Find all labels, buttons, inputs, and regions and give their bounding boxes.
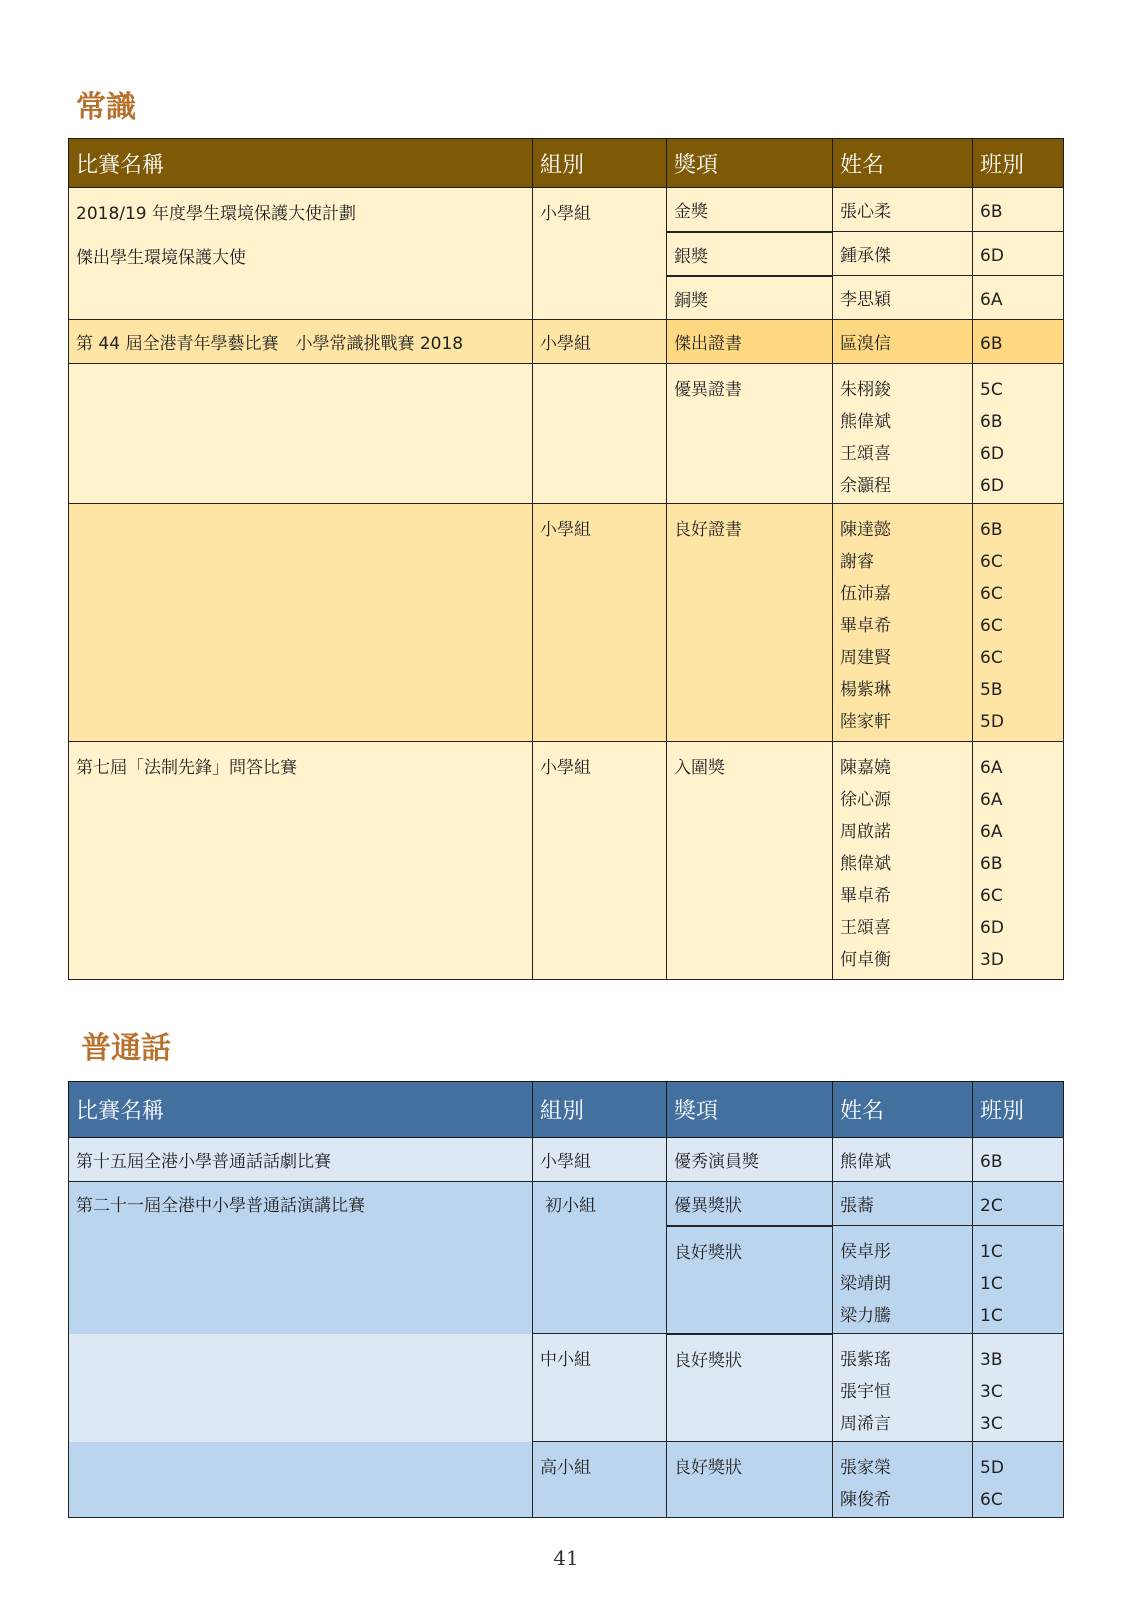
putonghua-awards-table	[68, 1081, 1064, 1518]
competition-cell	[69, 504, 533, 742]
name-cell	[833, 504, 973, 742]
group-cell: 中小組	[533, 1334, 667, 1442]
award-cell: 良好獎狀	[667, 1334, 833, 1442]
table-row	[69, 1226, 1064, 1334]
student-class: 6D	[980, 444, 1004, 464]
class-cell	[973, 1334, 1064, 1442]
competition-cell	[69, 1442, 533, 1518]
header-class: 班別	[973, 1082, 1064, 1138]
student-class: 6C	[980, 648, 1003, 668]
competition-name: 2018/19 年度學生環境保護大使計劃	[76, 204, 357, 224]
student-name: 何卓衡	[840, 950, 891, 970]
student-name: 余灝程	[840, 476, 891, 496]
student-class: 6D	[980, 476, 1004, 496]
name-cell: 熊偉斌	[833, 1138, 973, 1182]
class-cell: 6A	[973, 276, 1064, 320]
table-row	[69, 1182, 1064, 1226]
student-name: 陳嘉嬈	[840, 758, 891, 778]
group-cell: 小學組	[533, 504, 667, 742]
general-studies-awards-table	[68, 138, 1064, 980]
student-name: 謝睿	[840, 552, 874, 572]
award-cell: 優秀演員獎	[667, 1138, 833, 1182]
header-award: 獎項	[667, 1082, 833, 1138]
group-cell: 初小組	[533, 1182, 667, 1226]
student-class: 6A	[980, 758, 1003, 778]
name-cell	[833, 364, 973, 504]
student-class: 1C	[980, 1242, 1003, 1262]
header-award: 獎項	[667, 139, 833, 188]
student-class: 1C	[980, 1274, 1003, 1294]
competition-name: 第七屆「法制先鋒」問答比賽	[69, 742, 533, 980]
name-cell: 張心柔	[833, 188, 973, 232]
student-class: 6A	[980, 790, 1003, 810]
award-cell: 良好獎狀	[667, 1442, 833, 1518]
class-cell	[973, 504, 1064, 742]
name-cell	[833, 1226, 973, 1334]
student-name: 周啟諾	[840, 822, 891, 842]
student-name: 熊偉斌	[840, 854, 891, 874]
award-cell: 良好證書	[667, 504, 833, 742]
table-row	[69, 1334, 1064, 1442]
student-class: 6C	[980, 584, 1003, 604]
class-cell: 2C	[973, 1182, 1064, 1226]
award-cell: 入圍獎	[667, 742, 833, 980]
award-cell: 銀獎	[667, 232, 833, 276]
student-class: 6C	[980, 616, 1003, 636]
student-name: 陸家軒	[840, 712, 891, 732]
student-class: 6A	[980, 822, 1003, 842]
student-name: 畢卓希	[840, 886, 891, 906]
group-cell	[533, 364, 667, 504]
name-cell: 李思穎	[833, 276, 973, 320]
award-cell: 銅獎	[667, 276, 833, 320]
header-group: 組別	[533, 139, 667, 188]
class-cell: 6B	[973, 1138, 1064, 1182]
student-name: 楊紫琳	[840, 680, 891, 700]
student-class: 5B	[980, 680, 1003, 700]
student-name: 朱栩鋑	[840, 380, 891, 400]
header-group: 組別	[533, 1082, 667, 1138]
class-cell: 6D	[973, 232, 1064, 276]
student-class: 5D	[980, 712, 1004, 732]
student-name: 陳俊希	[840, 1490, 891, 1510]
student-name: 伍沛嘉	[840, 584, 891, 604]
header-competition: 比賽名稱	[69, 1082, 533, 1138]
competition-cell	[69, 364, 533, 504]
student-name: 梁力騰	[840, 1306, 891, 1326]
student-class: 5D	[980, 1458, 1004, 1478]
table-row	[69, 504, 1064, 742]
award-cell: 優異證書	[667, 364, 833, 504]
student-name: 周建賢	[840, 648, 891, 668]
student-class: 6B	[980, 854, 1003, 874]
header-class: 班別	[973, 139, 1064, 188]
table-row	[69, 1442, 1064, 1518]
header-name: 姓名	[833, 1082, 973, 1138]
group-cell: 小學組	[533, 1138, 667, 1182]
student-class: 6C	[980, 552, 1003, 572]
student-name: 陳達懿	[840, 520, 891, 540]
table-row	[69, 1138, 1064, 1182]
student-name: 畢卓希	[840, 616, 891, 636]
student-class: 5C	[980, 380, 1003, 400]
student-class: 3D	[980, 950, 1004, 970]
competition-cell	[69, 1226, 533, 1334]
competition-subtitle: 傑出學生環境保護大使	[76, 248, 246, 268]
class-cell	[973, 1226, 1064, 1334]
award-cell: 金獎	[667, 188, 833, 232]
competition-cell	[69, 1334, 533, 1442]
student-class: 6B	[980, 520, 1003, 540]
class-cell	[973, 364, 1064, 504]
student-class: 1C	[980, 1306, 1003, 1326]
student-name: 王頌喜	[840, 918, 891, 938]
student-class: 3B	[980, 1350, 1003, 1370]
group-cell: 高小組	[533, 1442, 667, 1518]
table-header-row	[69, 1082, 1064, 1138]
award-cell: 良好獎狀	[667, 1226, 833, 1334]
competition-name: 第二十一屆全港中小學普通話演講比賽	[69, 1182, 533, 1226]
student-name: 張宇恒	[840, 1382, 891, 1402]
student-class: 6D	[980, 918, 1004, 938]
class-cell	[973, 742, 1064, 980]
table-row	[69, 742, 1064, 980]
student-name: 侯卓彤	[840, 1242, 891, 1262]
name-cell: 鍾承傑	[833, 232, 973, 276]
name-cell: 張蕎	[833, 1182, 973, 1226]
student-name: 熊偉斌	[840, 412, 891, 432]
header-competition: 比賽名稱	[69, 139, 533, 188]
student-name: 張家榮	[840, 1458, 891, 1478]
class-cell	[973, 1442, 1064, 1518]
section-title-putonghua: 普通話	[81, 1031, 171, 1066]
student-class: 3C	[980, 1382, 1003, 1402]
student-name: 張紫瑤	[840, 1350, 891, 1370]
student-class: 6B	[980, 412, 1003, 432]
table-row	[69, 364, 1064, 504]
group-cell: 小學組	[533, 742, 667, 980]
student-name: 王頌喜	[840, 444, 891, 464]
name-cell: 區溴信	[833, 320, 973, 364]
student-name: 徐心源	[840, 790, 891, 810]
name-cell	[833, 1334, 973, 1442]
name-cell	[833, 1442, 973, 1518]
class-cell: 6B	[973, 188, 1064, 232]
student-name: 周浠言	[840, 1414, 891, 1434]
student-name: 梁靖朗	[840, 1274, 891, 1294]
award-cell: 傑出證書	[667, 320, 833, 364]
group-cell: 小學組	[533, 320, 667, 364]
table-row	[69, 188, 1064, 232]
award-cell: 優異獎狀	[667, 1182, 833, 1226]
class-cell: 6B	[973, 320, 1064, 364]
student-class: 3C	[980, 1414, 1003, 1434]
header-name: 姓名	[833, 139, 973, 188]
competition-name: 第 44 屆全港青年學藝比賽 小學常識挑戰賽 2018	[69, 320, 533, 364]
section-title-general-studies: 常識	[76, 90, 136, 125]
table-row	[69, 320, 1064, 364]
student-class: 6C	[980, 886, 1003, 906]
competition-cell	[69, 188, 533, 320]
group-cell	[533, 1226, 667, 1334]
page-number: 41	[553, 1546, 579, 1570]
student-class: 6C	[980, 1490, 1003, 1510]
table-header-row	[69, 139, 1064, 188]
competition-name: 第十五屆全港小學普通話話劇比賽	[69, 1138, 533, 1182]
group-cell: 小學組	[533, 188, 667, 320]
name-cell	[833, 742, 973, 980]
